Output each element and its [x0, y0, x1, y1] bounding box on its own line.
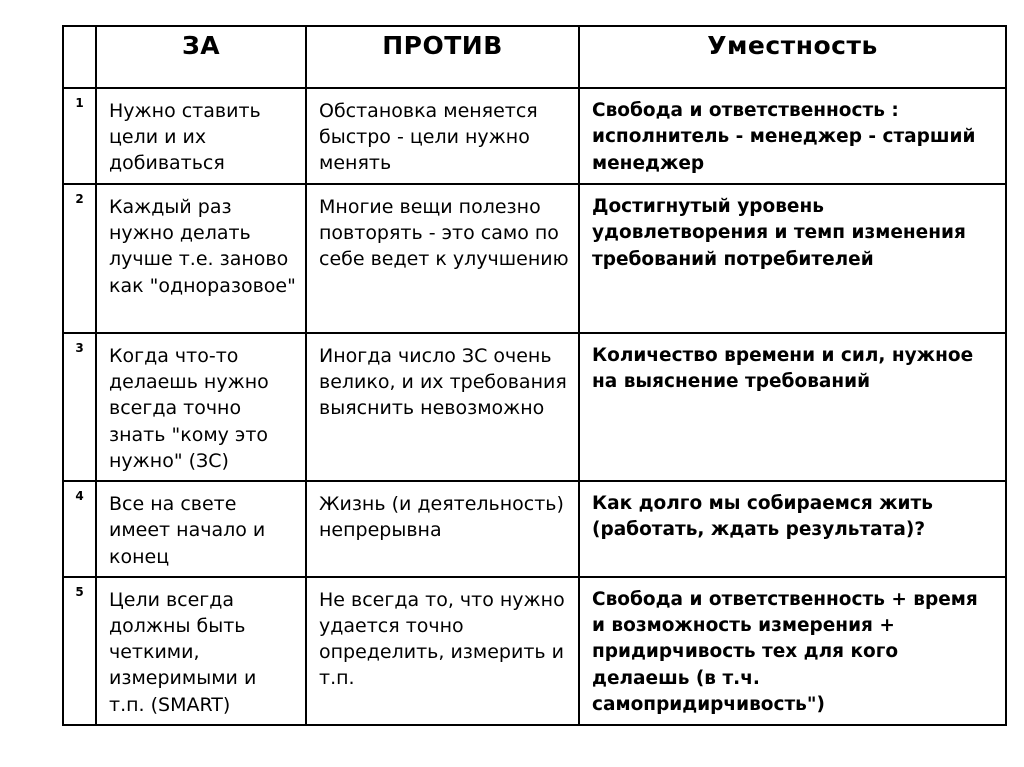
pros-cons-relevance-table: [62, 25, 1007, 726]
cell-umestnost: Свобода и ответственность : исполнитель - менеджер - старший менеджер: [579, 88, 1006, 184]
cell-umestnost: Свобода и ответственность + время и возможность измерения + придирчивость тех для кого делаешь (в т.ч. самопридирчивость"): [579, 577, 1006, 725]
table-row: [63, 577, 1006, 725]
table-header-row: [63, 26, 1006, 88]
cell-protiv: Обстановка меняется быстро - цели нужно менять: [306, 88, 579, 184]
header-cell-empty: [63, 26, 96, 88]
table-row: [63, 333, 1006, 481]
cell-protiv: Иногда число ЗС очень велико, и их требования выяснить невозможно: [306, 333, 579, 481]
cell-umestnost: Достигнутый уровень удовлетворения и темп изменения требований потребителей: [579, 184, 1006, 333]
header-cell-za: ЗА: [96, 26, 306, 88]
cell-umestnost: Как долго мы собираемся жить (работать, ждать результата)?: [579, 481, 1006, 577]
row-number: 1: [63, 88, 96, 184]
row-number: 5: [63, 577, 96, 725]
header-cell-protiv: ПРОТИВ: [306, 26, 579, 88]
header-cell-umestnost: Уместность: [579, 26, 1006, 88]
table-row: [63, 184, 1006, 333]
cell-za: Когда что-то делаешь нужно всегда точно знать "кому это нужно" (ЗС): [96, 333, 306, 481]
cell-za: Нужно ставить цели и их добиваться: [96, 88, 306, 184]
cell-protiv: Многие вещи полезно повторять - это само по себе ведет к улучшению: [306, 184, 579, 333]
table-row: [63, 481, 1006, 577]
row-number: 2: [63, 184, 96, 333]
cell-protiv: Жизнь (и деятельность) непрерывна: [306, 481, 579, 577]
cell-za: Цели всегда должны быть четкими, измеримыми и т.п. (SMART): [96, 577, 306, 725]
row-number: 4: [63, 481, 96, 577]
row-number: 3: [63, 333, 96, 481]
cell-umestnost: Количество времени и сил, нужное на выяснение требований: [579, 333, 1006, 481]
cell-za: Каждый раз нужно делать лучше т.е. заново как "одноразовое": [96, 184, 306, 333]
cell-protiv: Не всегда то, что нужно удается точно определить, измерить и т.п.: [306, 577, 579, 725]
table-row: [63, 88, 1006, 184]
cell-za: Все на свете имеет начало и конец: [96, 481, 306, 577]
